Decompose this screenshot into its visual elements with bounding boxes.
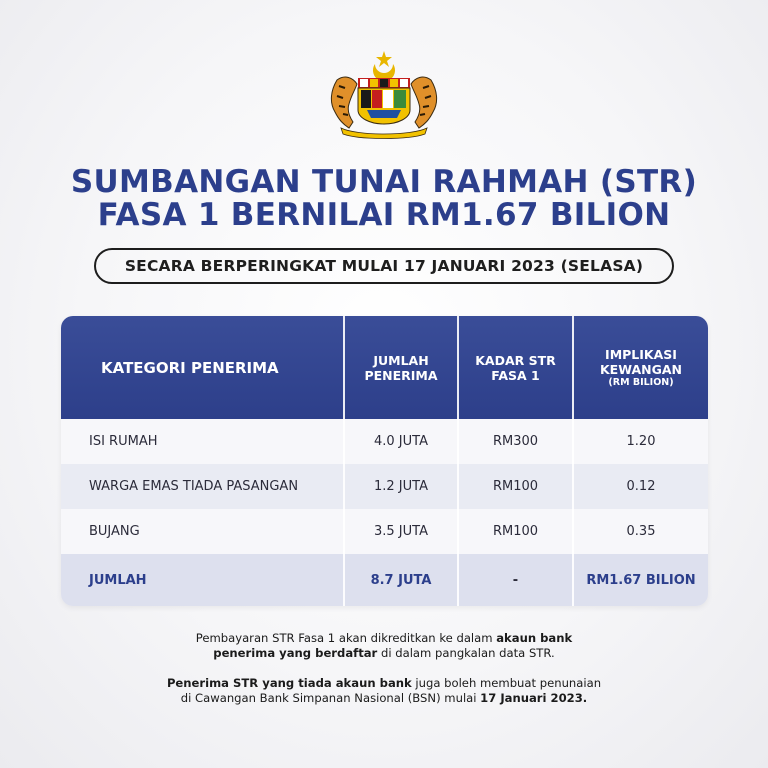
cell-kadar: RM100 [492,479,539,494]
cell-kadar: RM300 [492,434,539,449]
header-jumlah-line2: PENERIMA [364,367,438,383]
cell-total-implikasi: RM1.67 BILION [586,572,696,588]
header-implikasi [574,316,708,419]
note-text: di Cawangan Bank Simpanan Nasional (BSN) mulai [180,691,481,705]
header-implikasi-sub: (RM BILION) [608,376,674,388]
header-kadar-line2: FASA 1 [491,367,540,383]
column-divider [572,316,574,606]
cell-jumlah: 3.5 JUTA [374,524,428,539]
cell-jumlah: 1.2 JUTA [374,479,428,494]
note-payment [0,631,768,661]
table-row [61,509,708,554]
note-text: di dalam pangkalan data STR. [377,646,555,660]
note-bold: penerima yang berdaftar [213,646,378,660]
cell-implikasi: 1.20 [626,434,656,449]
table-row [61,419,708,464]
header-kadar [459,316,572,419]
header-kategori: KATEGORI PENERIMA [101,358,279,377]
cell-implikasi: 0.12 [626,479,656,494]
column-divider [343,316,345,606]
header-kadar-line1: KADAR STR [475,352,556,368]
column-divider [457,316,459,606]
note-bold: akaun bank [496,631,573,645]
note-bold: 17 Januari 2023. [480,691,588,705]
cell-jumlah: 4.0 JUTA [374,434,428,449]
cell-total-kategori: JUMLAH [89,572,147,588]
cell-kategori: ISI RUMAH [89,434,158,449]
cell-total-jumlah: 8.7 JUTA [370,572,432,588]
coat-of-arms-logo [327,50,441,140]
cell-kadar: RM100 [492,524,539,539]
header-implikasi-line1: IMPLIKASI [605,346,677,362]
cell-kategori: WARGA EMAS TIADA PASANGAN [89,479,299,494]
note-text: juga boleh membuat penunaian [411,676,602,690]
note-text: Pembayaran STR Fasa 1 akan dikreditkan ke dalam [195,631,497,645]
header-implikasi-line2: KEWANGAN [600,361,682,377]
title-line-1: SUMBANGAN TUNAI RAHMAH (STR) [70,164,698,200]
header-jumlah-line1: JUMLAH [373,352,429,368]
table-row [61,464,708,509]
title-line-2: FASA 1 BERNILAI RM1.67 BILION [97,197,671,233]
table-body [61,419,708,606]
cell-total-kadar: - [512,572,519,588]
table-total-row [61,554,708,606]
date-banner: SECARA BERPERINGKAT MULAI 17 JANUARI 2023 (SELASA) [94,248,674,284]
header-jumlah [345,316,457,419]
note-bsn [0,676,768,706]
note-bold: Penerima STR yang tiada akaun bank [166,676,412,690]
cell-kategori: BUJANG [89,524,140,539]
cell-implikasi: 0.35 [626,524,656,539]
table-header [61,316,708,419]
recipient-table [61,316,708,606]
